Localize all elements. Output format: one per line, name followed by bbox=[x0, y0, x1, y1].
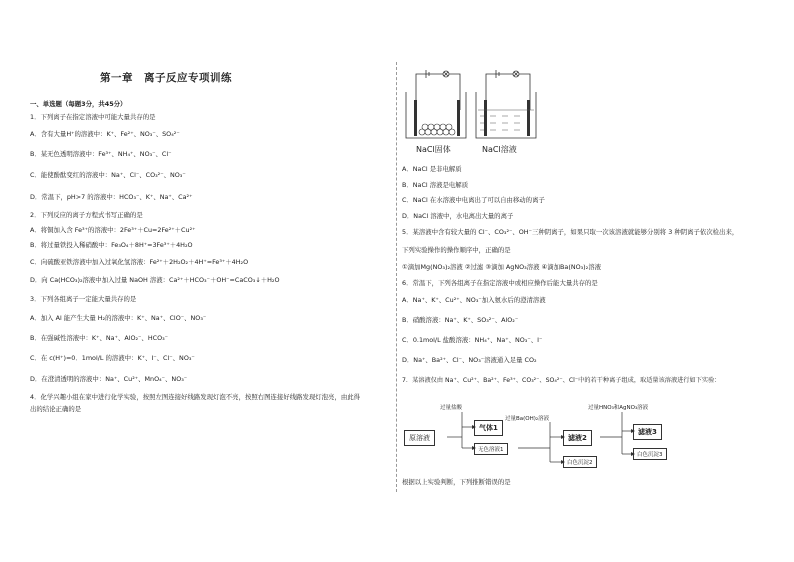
q6-option-a: A．Na⁺、K⁺、Cu²⁺、NO₃⁻加入氨水后的澄清溶液 bbox=[402, 296, 546, 304]
reagent-hcl: 过量盐酸 bbox=[440, 405, 463, 411]
reagent-hno3-agno3: 过量HNO₃和AgNO₃溶液 bbox=[588, 405, 649, 411]
q3-stem: 3．下列各组离子一定能大量共存的是 bbox=[30, 295, 137, 303]
flow-arrows bbox=[400, 400, 680, 475]
q6-option-d: D．Na⁺、Ba²⁺、Cl⁻、NO₃⁻溶液通入足量 CO₂ bbox=[402, 356, 537, 364]
q2-stem: 2．下列反应的离子方程式书写正确的是 bbox=[30, 211, 143, 219]
page-title: 第一章 离子反应专项训练 bbox=[100, 72, 232, 84]
q4-option-c: C．NaCl 在水溶液中电离出了可以自由移动的离子 bbox=[402, 196, 545, 204]
q1-option-d: D．常温下，pH>7 的溶液中：HCO₃⁻、K⁺、Na⁺、Ca²⁺ bbox=[30, 193, 193, 201]
node-filtrate-2: 滤液2 bbox=[563, 430, 592, 446]
q7-stem: 7．某溶液仅由 Na⁺、Cu²⁺、Ba²⁺、Fe³⁺、CO₃²⁻、SO₄²⁻、Cl⁻中的若干种离子组成，取适量该溶液进行如下实验： bbox=[402, 377, 721, 384]
q1-option-b: B．某无色透明溶液中：Fe³⁺、NH₄⁺、NO₃⁻、Cl⁻ bbox=[30, 150, 172, 158]
node-filtrate-1: 无色溶液1 bbox=[474, 443, 508, 455]
figure-label-solid: NaCl固体 bbox=[416, 145, 451, 154]
node-white-precipitate-2: 白色沉淀2 bbox=[563, 456, 597, 468]
q3-option-b: B．在强碱性溶液中：K⁺、Na⁺、AlO₂⁻、HCO₃⁻ bbox=[30, 334, 169, 342]
section-heading: 一、单选题（每题3分，共45分） bbox=[30, 100, 127, 108]
q5-stem-line1: 5．某溶液中含有较大量的 Cl⁻、CO₃²⁻、OH⁻三种阴离子，如果只取一次该溶液就能够分别将 3 种阴离子依次检出来， bbox=[402, 228, 739, 236]
q4-stem-line2: 出的结论正确的是 bbox=[30, 405, 82, 413]
q2-option-a: A．将铜加入含 Fe³⁺的溶液中：2Fe³⁺＋Cu=2Fe²⁺＋Cu²⁺ bbox=[30, 226, 196, 234]
q2-option-c: C．向硫酸亚铁溶液中加入过氧化氢溶液：Fe²⁺＋2H₂O₂＋4H⁺=Fe³⁺＋4H₂O bbox=[30, 258, 249, 266]
q1-option-a: A．含有大量H⁺的溶液中：K⁺、Fe²⁺、NO₃⁻、SO₄²⁻ bbox=[30, 130, 180, 138]
node-white-precipitate-3: 白色沉淀3 bbox=[633, 448, 667, 460]
q4-option-d: D．NaCl 溶液中，水电离出大量的离子 bbox=[402, 212, 514, 220]
q1-option-c: C．能使酚酞变红的溶液中：Na⁺、Cl⁻、CO₃²⁻、NO₃⁻ bbox=[30, 171, 186, 179]
q7-question: 根据以上实验判断，下列推断错误的是 bbox=[402, 478, 511, 486]
q3-option-c: C．在 c(H⁺)=0．1mol/L 的溶液中：K⁺、I⁻、Cl⁻、NO₃⁻ bbox=[30, 354, 195, 362]
node-gas-1: 气体1 bbox=[474, 420, 503, 436]
figure-label-solution: NaCl溶液 bbox=[482, 145, 517, 154]
q4-option-b: B．NaCl 溶液是电解质 bbox=[402, 181, 469, 189]
q4-stem-line1: 4．化学兴趣小组在家中进行化学实验，按照左图连接好线路发现灯泡不亮，按照右图连接好线路发现灯泡亮，由此得 bbox=[30, 393, 360, 401]
q6-option-c: C．0.1mol/L 盐酸溶液：NH₄⁺、Na⁺、NO₃⁻、I⁻ bbox=[402, 336, 543, 344]
node-filtrate-3: 滤液3 bbox=[633, 424, 662, 440]
q2-option-b: B．将过量铁投入稀硝酸中：Fe₃O₄＋8H⁺=3Fe³⁺＋4H₂O bbox=[30, 241, 193, 249]
q1-stem: 1．下列离子在指定溶液中可能大量共存的是 bbox=[30, 113, 156, 121]
q3-option-d: D．在澄清透明的溶液中：Na⁺、Cu²⁺、MnO₄⁻、NO₃⁻ bbox=[30, 375, 188, 383]
q4-option-a: A．NaCl 是非电解质 bbox=[402, 165, 462, 173]
q6-option-b: B．硝酸溶液：Na⁺、K⁺、SO₃²⁻、AlO₂⁻ bbox=[402, 316, 519, 324]
q6-stem: 6．常温下，下列各组离子在指定溶液中或相应操作后能大量共存的是 bbox=[402, 279, 598, 287]
q2-option-d: D．向 Ca(HCO₃)₂溶液中加入过量 NaOH 溶液：Ca²⁺＋HCO₃⁻＋OH⁻=CaCO₃↓＋H₂O bbox=[30, 276, 280, 284]
q5-steps: ①滴加Mg(NO₃)₂溶液 ②过滤 ③滴加 AgNO₃溶液 ④滴加Ba(NO₃)₂溶液 bbox=[402, 263, 602, 271]
node-original-solution: 原溶液 bbox=[404, 430, 435, 446]
column-divider bbox=[396, 62, 397, 492]
q5-stem-line2: 下列实验操作的操作顺序中，正确的是 bbox=[402, 246, 511, 254]
reagent-baoh2: 过量Ba(OH)₂溶液 bbox=[505, 416, 550, 422]
q3-option-a: A．加入 Al 能产生大量 H₂的溶液中：K⁺、Na⁺、ClO⁻、NO₃⁻ bbox=[30, 314, 207, 322]
